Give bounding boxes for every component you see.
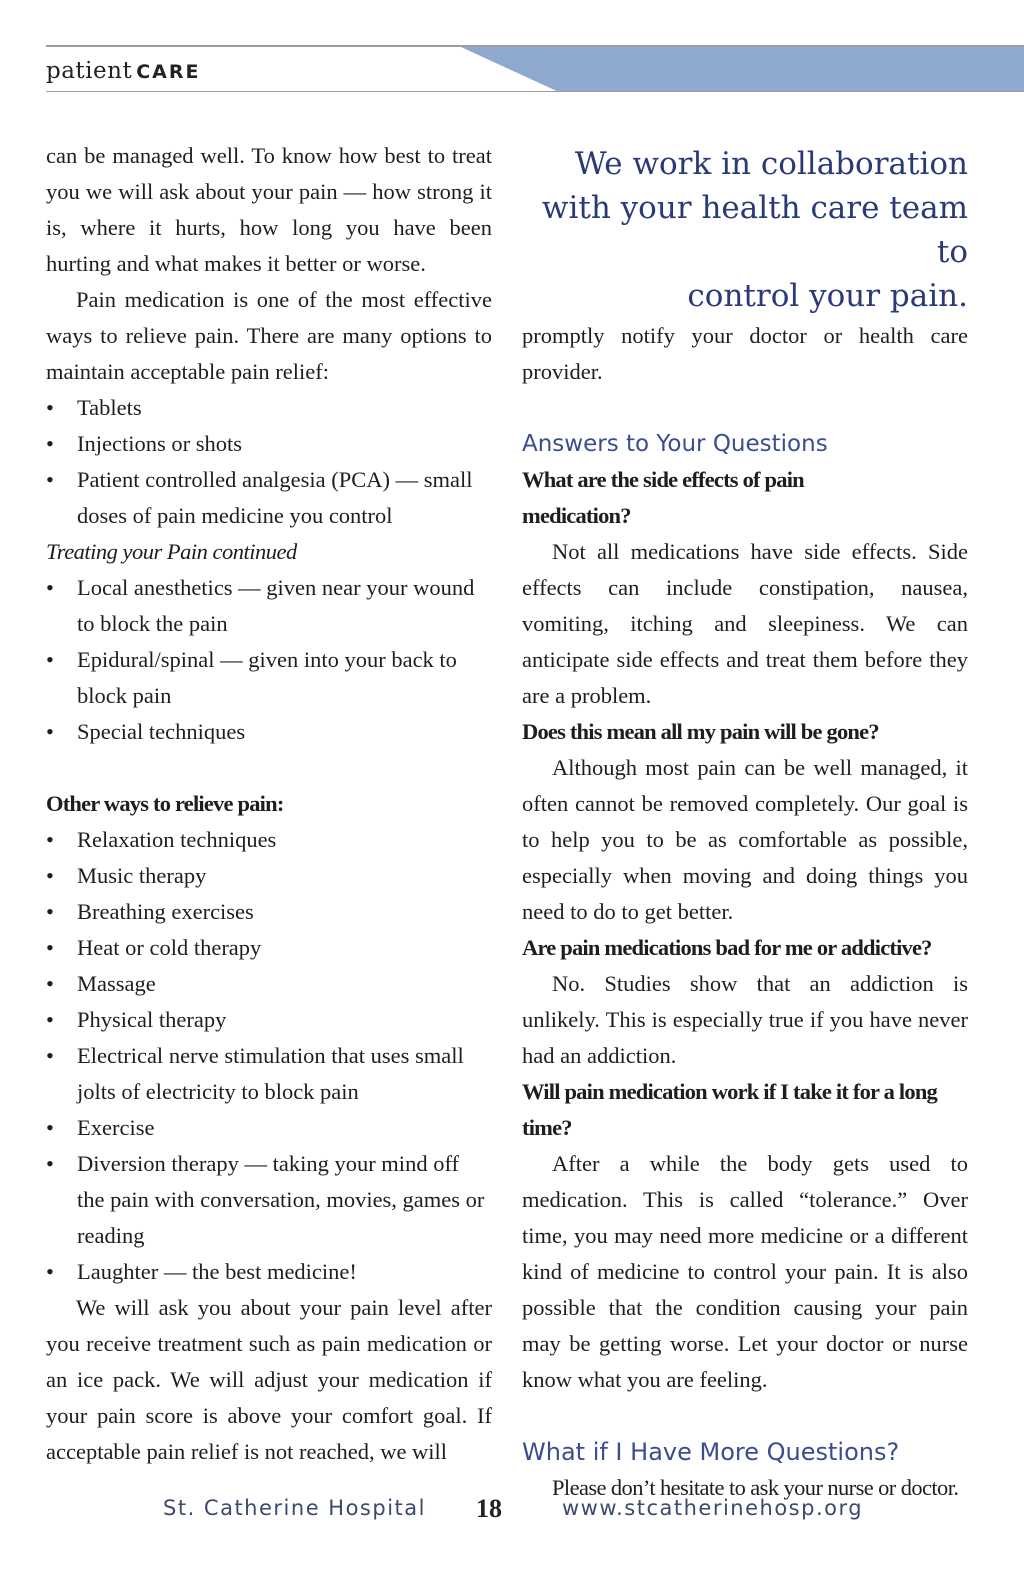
answer-side-effects: Not all medications have side effects. Side effects can include constipation, nausea, vomiting, itching and sleepiness. We can anticipate side effects and treat them before they are a problem.: [522, 539, 968, 708]
continued-heading: Treating your Pain continued: [46, 539, 297, 564]
list-item: • Tablets: [46, 390, 492, 426]
pull-quote-line: control your pain.: [687, 278, 968, 314]
more-questions-heading: What if I Have More Questions?: [522, 1438, 900, 1466]
pain-level-paragraph: We will ask you about your pain level after you receive treatment such as pain medication or an ice pack. We will adjust your medication if your pain score is above your comfort goal. If acceptable pain relief is not reached, we will: [46, 1295, 492, 1464]
list-item: • Physical therapy: [46, 1002, 492, 1038]
other-ways-list: [46, 822, 492, 1290]
list-item: • Epidural/spinal — given into your back to block pain: [46, 642, 492, 714]
pull-quote: [522, 142, 968, 318]
answers-heading: Answers to Your Questions: [522, 431, 828, 457]
list-item: • Exercise: [46, 1110, 492, 1146]
spacer: [46, 750, 492, 786]
question-side-effects: What are the side effects of pain medication?: [522, 467, 804, 528]
other-ways-heading: Other ways to relieve pain:: [46, 791, 284, 816]
question-long-term: Will pain medication work if I take it for a long time?: [522, 1079, 937, 1140]
list-item: • Local anesthetics — given near your wound to block the pain: [46, 570, 492, 642]
list-item: • Breathing exercises: [46, 894, 492, 930]
footer-hospital-name: St. Catherine Hospital: [163, 1496, 426, 1520]
right-column: [522, 318, 968, 1506]
list-item: • Patient controlled analgesia (PCA) — small doses of pain medicine you control: [46, 462, 492, 534]
list-item: • Injections or shots: [46, 426, 492, 462]
list-item: • Electrical nerve stimulation that uses small jolts of electricity to block pain: [46, 1038, 492, 1110]
list-item: • Relaxation techniques: [46, 822, 492, 858]
section-label-light: patient: [46, 58, 133, 84]
list-item: • Diversion therapy — taking your mind off the pain with conversation, movies, games or reading: [46, 1146, 492, 1254]
spacer: [522, 390, 968, 426]
section-label: [46, 58, 200, 84]
list-item: • Heat or cold therapy: [46, 930, 492, 966]
list-item: • Music therapy: [46, 858, 492, 894]
header-accent-band: [461, 47, 1024, 91]
page-number: 18: [476, 1494, 502, 1523]
answer-pain-gone: Although most pain can be well managed, it often cannot be removed completely. Our goal is to help you to be as comfortable as possible, especially when moving and doing things you need to do to get better.: [522, 755, 968, 924]
question-addictive: Are pain medications bad for me or addictive?: [522, 935, 932, 960]
list-item: • Laughter — the best medicine!: [46, 1254, 492, 1290]
question-pain-gone: Does this mean all my pain will be gone?: [522, 719, 879, 744]
list-item: • Special techniques: [46, 714, 492, 750]
left-column: [46, 138, 492, 1470]
spacer: [522, 1398, 968, 1434]
footer-website-link[interactable]: www.stcatherinehosp.org: [562, 1496, 864, 1520]
medication-options-list: [46, 390, 492, 534]
medication-paragraph: Pain medication is one of the most effective ways to relieve pain. There are many options to maintain acceptable pain relief:: [46, 287, 492, 384]
header-bottom-rule: [46, 91, 1024, 92]
intro-paragraph: can be managed well. To know how best to treat you we will ask about your pain — how strong it is, where it hurts, how long you have been hurting and what makes it better or worse.: [46, 143, 492, 276]
notify-paragraph: promptly notify your doctor or health care provider.: [522, 323, 968, 384]
pull-quote-line: We work in collaboration: [574, 146, 968, 182]
more-questions-text: Please don’t hesitate to ask your nurse or doctor.: [552, 1475, 959, 1500]
list-item: • Massage: [46, 966, 492, 1002]
medication-options-continued-list: [46, 570, 492, 750]
answer-addictive: No. Studies show that an addiction is unlikely. This is especially true if you have never had an addiction.: [522, 971, 968, 1068]
section-label-strong: CARE: [136, 61, 201, 83]
pull-quote-line: with your health care team to: [541, 190, 968, 270]
header-top-rule: [46, 45, 1024, 47]
answer-long-term: After a while the body gets used to medication. This is called “tolerance.” Over time, you may need more medicine or a different kind of medicine to control your pain. It is also possible that the condition causing your pain may be getting worse. Let your doctor or nurse know what you are feeling.: [522, 1151, 968, 1392]
